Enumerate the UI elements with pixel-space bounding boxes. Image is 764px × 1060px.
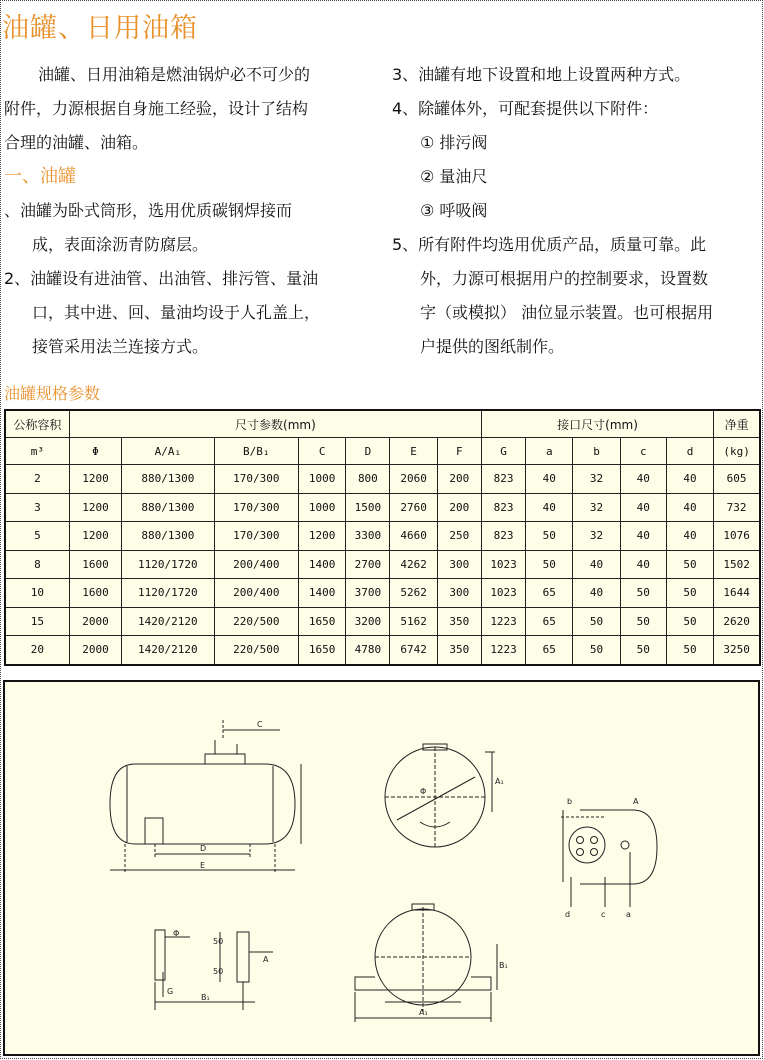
table-cell: 3700 — [346, 579, 390, 608]
table-cell: 50 — [573, 607, 620, 636]
table-cell: 732 — [714, 493, 760, 522]
table-cell: 20 — [5, 636, 69, 665]
table-cell: 50 — [620, 607, 666, 636]
col-header: F — [437, 438, 481, 465]
table-cell: 50 — [666, 579, 713, 608]
dim-label-d: D — [200, 844, 207, 853]
table-cell: 1650 — [299, 636, 346, 665]
dim-label-g: G — [167, 987, 174, 996]
table-cell: 65 — [526, 636, 573, 665]
item5-line-2: 外，力源可根据用户的控制要求，设置数 — [420, 269, 709, 288]
intro-line-3: 合理的油罐、油箱。 — [4, 133, 149, 152]
table-row — [5, 607, 760, 636]
table-cell: 40 — [666, 493, 713, 522]
table-cell: 823 — [481, 522, 525, 551]
col-header: Φ — [69, 438, 121, 465]
manhole-detail — [561, 810, 657, 907]
table-cell: 10 — [5, 579, 69, 608]
table-cell: 40 — [526, 465, 573, 494]
table-cell: 250 — [437, 522, 481, 551]
table-cell: 1200 — [69, 465, 121, 494]
table-cell: 40 — [620, 522, 666, 551]
dim-label-a: A — [633, 797, 639, 806]
item1-line-1: 、油罐为卧式筒形，选用优质碳钢焊接而 — [4, 201, 293, 220]
dim-label-b-small: b — [567, 797, 573, 806]
table-cell: 1420/2120 — [122, 607, 214, 636]
table-cell: 1000 — [299, 465, 346, 494]
dim-label-50-bottom: 50 — [213, 967, 224, 976]
table-cell: 40 — [620, 550, 666, 579]
table-cell: 1500 — [346, 493, 390, 522]
table-cell: 880/1300 — [122, 522, 214, 551]
ports-header: 接口尺寸(mm) — [481, 410, 713, 438]
table-cell: 5262 — [390, 579, 437, 608]
dim-label-phi: Φ — [420, 787, 427, 796]
table-cell: 50 — [666, 636, 713, 665]
col-header: c — [620, 438, 666, 465]
dim-label-a-small: a — [626, 910, 631, 919]
table-cell: 50 — [573, 636, 620, 665]
col-header: C — [299, 438, 346, 465]
table-cell: 2060 — [390, 465, 437, 494]
col-header: a — [526, 438, 573, 465]
table-cell: 65 — [526, 579, 573, 608]
table-cell: 300 — [437, 550, 481, 579]
weight-header: 净重 — [714, 410, 760, 438]
table-cell: 40 — [573, 579, 620, 608]
table-cell: 1200 — [299, 522, 346, 551]
table-cell: 1600 — [69, 550, 121, 579]
table-cell: 880/1300 — [122, 493, 214, 522]
table-cell: 2 — [5, 465, 69, 494]
table-cell: 40 — [620, 465, 666, 494]
table-cell: 1223 — [481, 636, 525, 665]
table-cell: 50 — [620, 636, 666, 665]
table-cell: 3200 — [346, 607, 390, 636]
intro-line-2: 附件，力源根据自身施工经验，设计了结构 — [4, 99, 309, 118]
table-cell: 823 — [481, 493, 525, 522]
tank-drawing-panel — [3, 680, 760, 1056]
table-cell: 200/400 — [214, 579, 298, 608]
table-cell: 50 — [526, 522, 573, 551]
dim-label-e: E — [200, 861, 206, 870]
table-cell: 40 — [526, 493, 573, 522]
table-cell: 40 — [666, 522, 713, 551]
spec-table-body — [5, 465, 760, 665]
table-cell: 1420/2120 — [122, 636, 214, 665]
table-cell: 3300 — [346, 522, 390, 551]
table-cell: 50 — [666, 607, 713, 636]
table-cell: 2760 — [390, 493, 437, 522]
dim-label-c-small: c — [601, 910, 606, 919]
table-cell: 200/400 — [214, 550, 298, 579]
table-row — [5, 636, 760, 665]
table-cell: 220/500 — [214, 607, 298, 636]
table-cell: 350 — [437, 607, 481, 636]
col-header: G — [481, 438, 525, 465]
col-header: d — [666, 438, 713, 465]
table-cell: 1400 — [299, 550, 346, 579]
item5-line-3: 字（或模拟） 油位显示装置。也可根据用 — [420, 303, 714, 322]
page-title: 油罐、日用油箱 — [2, 13, 198, 44]
dim-label-a1-end: A₁ — [495, 777, 504, 786]
item4-line: 4、除罐体外，可配套提供以下附件： — [392, 99, 659, 118]
tank-end-view — [385, 744, 495, 847]
table-cell: 800 — [346, 465, 390, 494]
left-column — [4, 58, 384, 364]
table-cell: 2700 — [346, 550, 390, 579]
accessory-dipstick: ② 量油尺 — [420, 167, 488, 186]
item2-line-1: 2、油罐设有进油管、出油管、排污管、量油 — [4, 269, 319, 288]
item2-line-3: 接管采用法兰连接方式。 — [32, 337, 209, 356]
table-cell: 170/300 — [214, 522, 298, 551]
col-header: D — [346, 438, 390, 465]
dimensions-header: 尺寸参数(mm) — [69, 410, 481, 438]
col-header: E — [390, 438, 437, 465]
table-cell: 2000 — [69, 607, 121, 636]
table-cell: 1644 — [714, 579, 760, 608]
table-cell: 50 — [620, 579, 666, 608]
table-cell: 1200 — [69, 522, 121, 551]
item5-line-1: 5、所有附件均选用优质产品，质量可靠。此 — [392, 235, 707, 254]
table-cell: 170/300 — [214, 493, 298, 522]
saddle-view — [355, 904, 497, 1022]
table-cell: 3 — [5, 493, 69, 522]
table-cell: 200 — [437, 465, 481, 494]
table-cell: 2000 — [69, 636, 121, 665]
table-cell: 32 — [573, 493, 620, 522]
dim-label-a-flange: A — [263, 955, 269, 964]
table-cell: 300 — [437, 579, 481, 608]
table-cell: 1023 — [481, 579, 525, 608]
table-cell: 50 — [526, 550, 573, 579]
table-cell: 8 — [5, 550, 69, 579]
table-cell: 40 — [573, 550, 620, 579]
table-cell: 5 — [5, 522, 69, 551]
table-cell: 6742 — [390, 636, 437, 665]
col-header: b — [573, 438, 620, 465]
dim-label-c: C — [257, 720, 263, 729]
table-cell: 880/1300 — [122, 465, 214, 494]
table-cell: 605 — [714, 465, 760, 494]
table-cell: 1120/1720 — [122, 579, 214, 608]
spec-table — [4, 409, 761, 666]
table-cell: 1400 — [299, 579, 346, 608]
col-header: A/A₁ — [122, 438, 214, 465]
table-cell: 50 — [666, 550, 713, 579]
capacity-unit: m³ — [5, 438, 69, 465]
table-cell: 1076 — [714, 522, 760, 551]
table-cell: 1023 — [481, 550, 525, 579]
table-row — [5, 550, 760, 579]
weight-unit: (kg) — [714, 438, 760, 465]
table-title: 油罐规格参数 — [4, 384, 101, 403]
table-row — [5, 493, 760, 522]
table-cell: 170/300 — [214, 465, 298, 494]
table-cell: 15 — [5, 607, 69, 636]
table-cell: 2620 — [714, 607, 760, 636]
table-cell: 40 — [620, 493, 666, 522]
table-cell: 1000 — [299, 493, 346, 522]
intro-line-1: 油罐、日用油箱是燃油锅炉必不可少的 — [38, 65, 311, 84]
table-cell: 1600 — [69, 579, 121, 608]
accessory-drain-valve: ① 排污阀 — [420, 133, 488, 152]
tank-drawing — [5, 682, 762, 1058]
dim-label-b1: B₁ — [201, 993, 210, 1002]
table-cell: 1200 — [69, 493, 121, 522]
item5-line-4: 户提供的图纸制作。 — [420, 337, 565, 356]
table-cell: 1120/1720 — [122, 550, 214, 579]
table-row — [5, 522, 760, 551]
table-row — [5, 465, 760, 494]
table-cell: 1223 — [481, 607, 525, 636]
table-cell: 4262 — [390, 550, 437, 579]
table-cell: 32 — [573, 465, 620, 494]
item3-line: 3、油罐有地下设置和地上设置两种方式。 — [392, 65, 691, 84]
table-cell: 4660 — [390, 522, 437, 551]
section-heading: 一、油罐 — [4, 166, 76, 187]
table-cell: 823 — [481, 465, 525, 494]
col-header: B/B₁ — [214, 438, 298, 465]
right-column — [392, 58, 764, 364]
table-cell: 65 — [526, 607, 573, 636]
table-cell: 3250 — [714, 636, 760, 665]
table-cell: 32 — [573, 522, 620, 551]
dim-label-phi-flange: Φ — [173, 929, 180, 938]
table-row — [5, 579, 760, 608]
item1-line-2: 成，表面涂沥青防腐层。 — [32, 235, 209, 254]
table-cell: 5162 — [390, 607, 437, 636]
dim-label-d-small: d — [565, 910, 571, 919]
dim-label-50-top: 50 — [213, 937, 224, 946]
table-cell: 200 — [437, 493, 481, 522]
item2-line-2: 口，其中进、回、量油均设于人孔盖上， — [32, 303, 321, 322]
table-cell: 220/500 — [214, 636, 298, 665]
accessory-breather-valve: ③ 呼吸阀 — [420, 201, 488, 220]
table-cell: 1502 — [714, 550, 760, 579]
table-cell: 350 — [437, 636, 481, 665]
table-cell: 1650 — [299, 607, 346, 636]
dim-label-a1: A₁ — [419, 1008, 428, 1017]
dim-label-b1-saddle: B₁ — [499, 961, 508, 970]
capacity-header: 公称容积 — [5, 410, 69, 438]
table-cell: 40 — [666, 465, 713, 494]
table-cell: 4780 — [346, 636, 390, 665]
